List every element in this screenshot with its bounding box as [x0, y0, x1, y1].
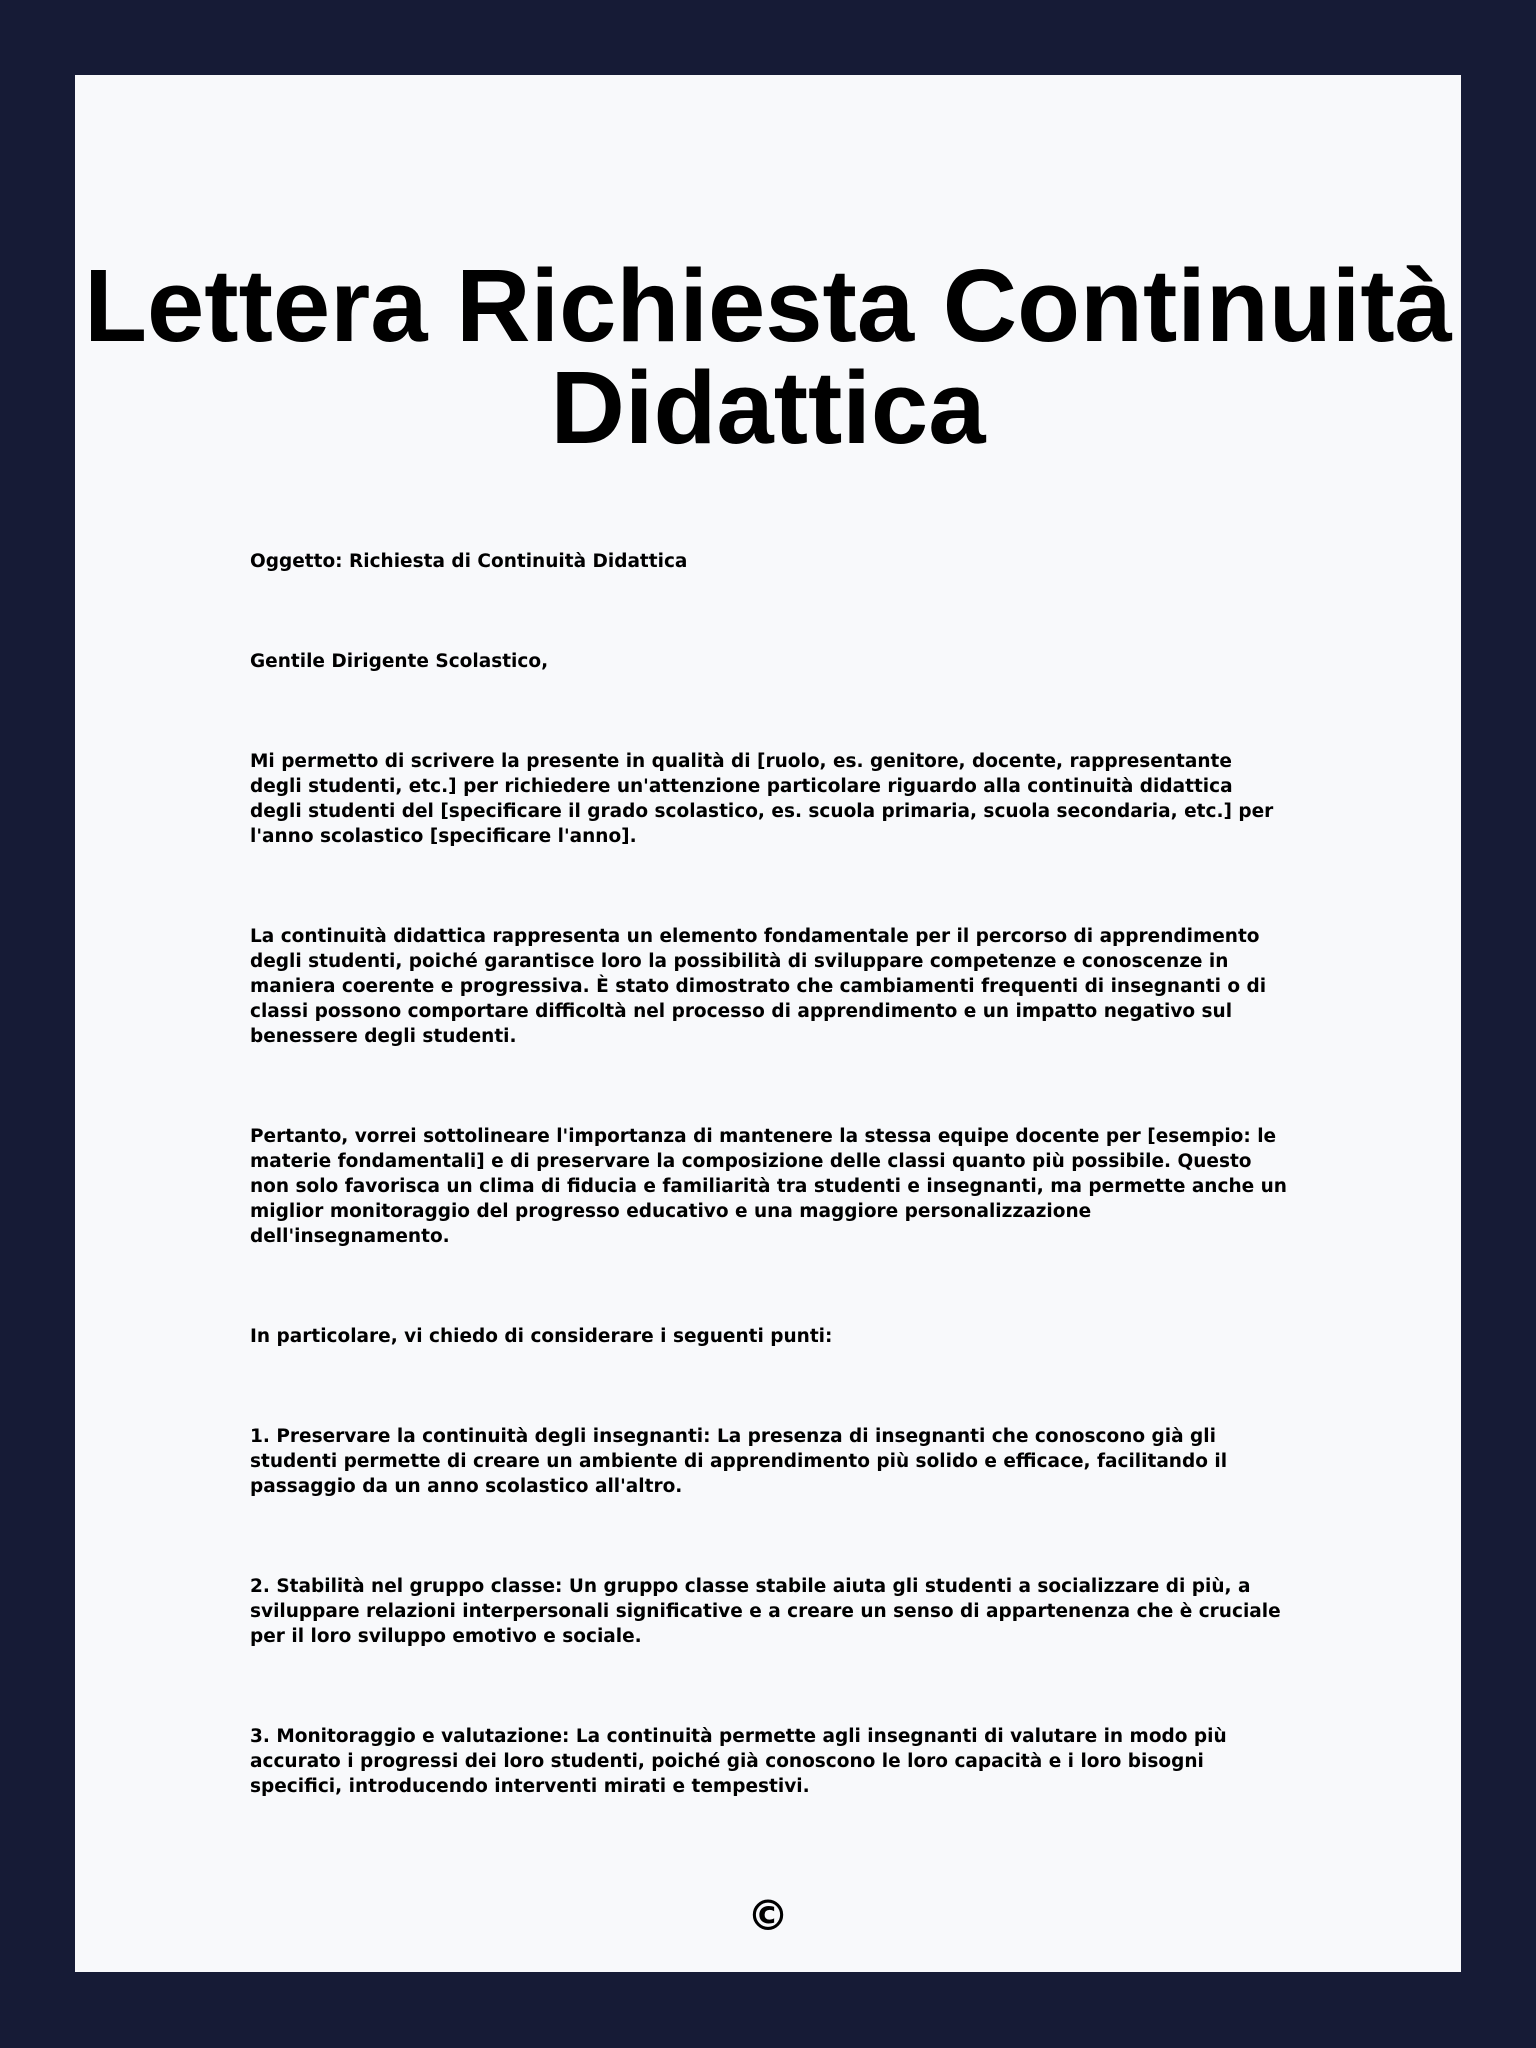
letter-salutation: Gentile Dirigente Scolastico,	[250, 651, 549, 672]
document-page	[75, 75, 1461, 1972]
letter-paragraph: In particolare, vi chiedo di considerare i seguenti punti:	[250, 1326, 833, 1347]
letter-body	[250, 549, 1290, 1874]
letter-paragraph: Mi permetto di scrivere la presente in qualità di [ruolo, es. genitore, docente, rappresentante degli studenti, etc.] per richiedere un'attenzione particolare riguardo alla continuità didattica degli studenti del [specificare il grado scolastico, es. scuola primaria, scuola secondaria, etc.] per l'anno scolastico [specificare l'anno].	[250, 751, 1274, 847]
letter-subject: Oggetto: Richiesta di Continuità Didattica	[250, 551, 688, 572]
document-title: Lettera Richiesta Continuità Didattica	[84, 248, 1452, 465]
letter-point: 3. Monitoraggio e valutazione: La continuità permette agli insegnanti di valutare in modo più accurato i progressi dei loro studenti, poiché già conoscono le loro capacità e i loro bisogni specifici, introducendo interventi mirati e tempestivi.	[250, 1726, 1227, 1797]
copyright-symbol: ©	[747, 1891, 789, 1940]
letter-point: 2. Stabilità nel gruppo classe: Un gruppo classe stabile aiuta gli studenti a socializzare di più, a sviluppare relazioni interpersonali significative e a creare un senso di appartenenza che è cruciale per il loro sviluppo emotivo e sociale.	[250, 1576, 1281, 1647]
letter-point: 1. Preservare la continuità degli insegnanti: La presenza di insegnanti che conoscono già gli studenti permette di creare un ambiente di apprendimento più solido e efficace, facilitando il passaggio da un anno scolastico all'altro.	[250, 1426, 1228, 1497]
letter-paragraph: Pertanto, vorrei sottolineare l'importanza di mantenere la stessa equipe docente per [esempio: le materie fondamentali] e di preservare la composizione delle classi quanto più possibile. Questo non solo favorisca un clima di fiducia e familiarità tra studenti e insegnanti, ma permette anche un miglior monitoraggio del progresso educativo e una maggiore personalizzazione dell'insegnamento.	[250, 1126, 1287, 1247]
letter-paragraph: La continuità didattica rappresenta un elemento fondamentale per il percorso di apprendimento degli studenti, poiché garantisce loro la possibilità di sviluppare competenze e conoscenze in maniera coerente e progressiva. È stato dimostrato che cambiamenti frequenti di insegnanti o di classi possono comportare difficoltà nel processo di apprendimento e un impatto negativo sul benessere degli studenti.	[250, 926, 1267, 1047]
